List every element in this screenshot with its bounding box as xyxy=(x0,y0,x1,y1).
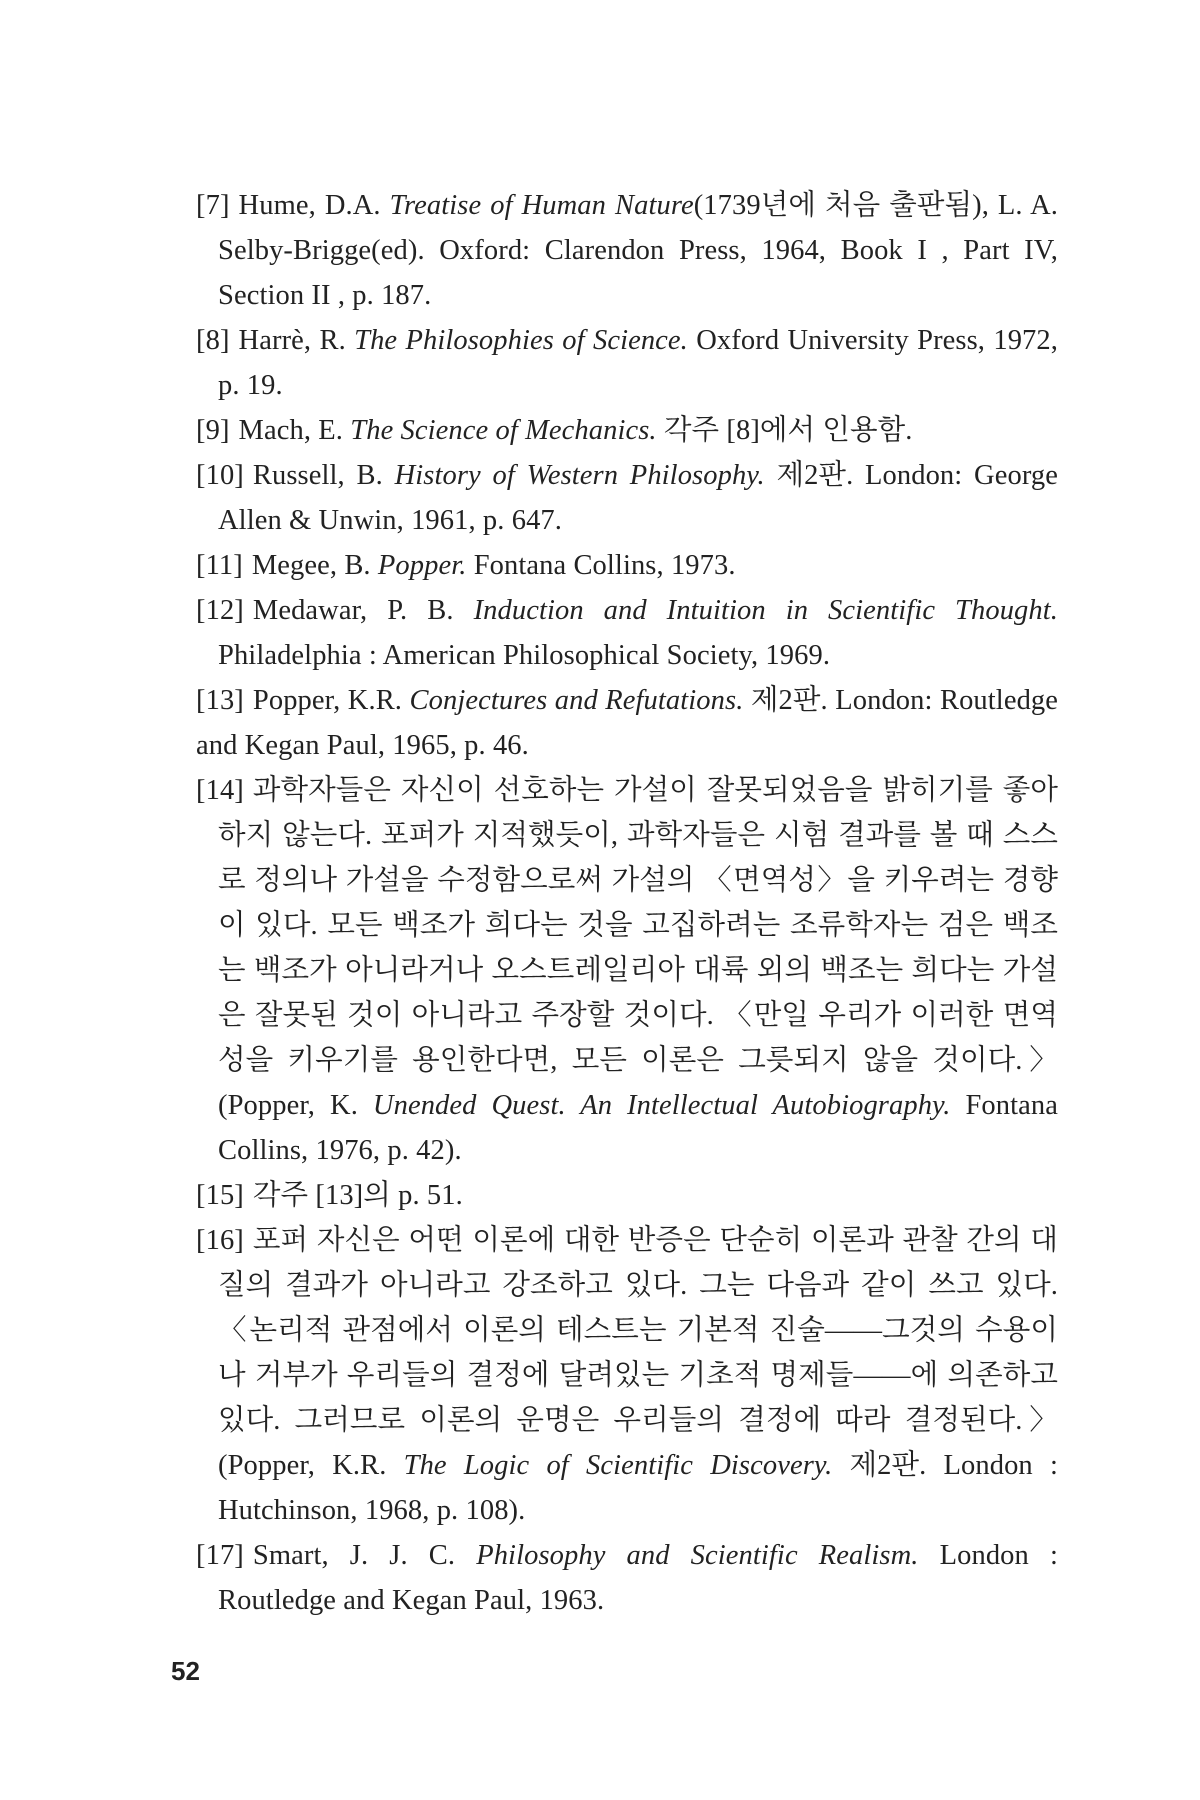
reference-author: Hume, D.A. xyxy=(238,190,381,221)
reference-text: 각주 [13]의 p. 51. xyxy=(252,1180,463,1211)
reference-title: Popper. xyxy=(377,550,467,581)
reference-author: Harrè, R. xyxy=(238,325,346,356)
reference-details: 제2판. London : Hutchinson, 1968, p. 108). xyxy=(218,1450,1058,1526)
reference-title: The Science of Mechanics. xyxy=(350,415,657,446)
reference-11 xyxy=(196,543,1058,588)
reference-14 xyxy=(196,768,1058,1173)
reference-number: [14] xyxy=(196,775,244,806)
reference-number: [16] xyxy=(196,1225,244,1256)
reference-15 xyxy=(196,1173,1058,1218)
reference-details: 제2판. London: Routledge and Kegan Paul, 1965, p. 46. xyxy=(196,685,1059,761)
reference-details: Oxford University Press, 1972, p. 19. xyxy=(218,325,1058,401)
reference-author: Popper, K.R. xyxy=(252,685,403,716)
reference-17 xyxy=(196,1533,1058,1623)
reference-number: [15] xyxy=(196,1180,244,1211)
reference-title: Unended Quest. An Intellectual Autobiography. xyxy=(372,1090,951,1121)
reference-author: Mach, E. xyxy=(238,415,344,446)
reference-title: The Logic of Scientific Discovery. xyxy=(403,1450,833,1481)
reference-title: Philosophy and Scientific Realism. xyxy=(476,1540,919,1571)
reference-8 xyxy=(196,318,1058,408)
reference-details: Fontana Collins, 1976, p. 42). xyxy=(218,1090,1058,1166)
reference-text: 과학자들은 자신이 선호하는 가설이 잘못되었음을 밝히기를 좋아하지 않는다. 포퍼가 지적했듯이, 과학자들은 시험 결과를 볼 때 스스로 정의나 가설을 수정함으로써 가설의 〈면역성〉을 키우려는 경향이 있다. 모든 백조가 희다는 것을 고집하려는 조류학자는 검은 백조는 백조가 아니라거나 오스트레일리아 대륙 외의 백조는 희다는 가설은 잘못된 것이 아니라고 주장할 것이다. 〈만일 우리가 이러한 면역성을 키우기를 용인한다면, 모든 이론은 그릇되지 않을 것이다.〉(Popper, K. xyxy=(218,775,1058,1121)
reference-title: Conjectures and Refutations. xyxy=(409,685,744,716)
reference-number: [11] xyxy=(196,550,243,581)
reference-title: History of Western Philosophy. xyxy=(394,460,765,491)
reference-details: 제2판. London: George Allen & Unwin, 1961, p. 647. xyxy=(218,460,1058,536)
reference-title: Treatise of Human Nature xyxy=(389,190,694,221)
reference-number: [17] xyxy=(196,1540,244,1571)
reference-list xyxy=(196,183,1058,1623)
reference-title: The Philosophies of Science. xyxy=(354,325,688,356)
reference-number: [13] xyxy=(196,685,244,716)
reference-number: [9] xyxy=(196,415,230,446)
reference-details: (1739년에 처음 출판됨), L. A. Selby-Brigge(ed). Oxford: Clarendon Press, 1964, Book I , Part IV, Section II , p. 187. xyxy=(218,190,1058,311)
reference-16 xyxy=(196,1218,1058,1533)
reference-number: [10] xyxy=(196,460,244,491)
reference-9 xyxy=(196,408,1058,453)
reference-details: Philadelphia : American Philosophical Society, 1969. xyxy=(218,640,831,671)
reference-13 xyxy=(196,678,1058,768)
reference-title: Induction and Intuition in Scientific Thought. xyxy=(473,595,1058,626)
reference-author: Megee, B. xyxy=(251,550,371,581)
reference-details: 각주 [8]에서 인용함. xyxy=(663,415,913,446)
reference-10 xyxy=(196,453,1058,543)
reference-number: [12] xyxy=(196,595,244,626)
reference-7 xyxy=(196,183,1058,318)
reference-author: Russell, B. xyxy=(252,460,383,491)
reference-number: [7] xyxy=(196,190,230,221)
reference-12 xyxy=(196,588,1058,678)
reference-text: 포퍼 자신은 어떤 이론에 대한 반증은 단순히 이론과 관찰 간의 대질의 결과가 아니라고 강조하고 있다. 그는 다음과 같이 쓰고 있다. 〈논리적 관점에서 이론의 테스트는 기본적 진술——그것의 수용이나 거부가 우리들의 결정에 달려있는 기초적 명제들——에 의존하고 있다. 그러므로 이론의 운명은 우리들의 결정에 따라 결정된다.〉(Popper, K.R. xyxy=(218,1225,1058,1481)
reference-details: London : Routledge and Kegan Paul, 1963. xyxy=(218,1540,1058,1616)
reference-author: Medawar, P. B. xyxy=(252,595,454,626)
reference-details: Fontana Collins, 1973. xyxy=(473,550,736,581)
reference-number: [8] xyxy=(196,325,230,356)
reference-author: Smart, J. J. C. xyxy=(252,1540,456,1571)
page-number: 52 xyxy=(171,1656,200,1686)
